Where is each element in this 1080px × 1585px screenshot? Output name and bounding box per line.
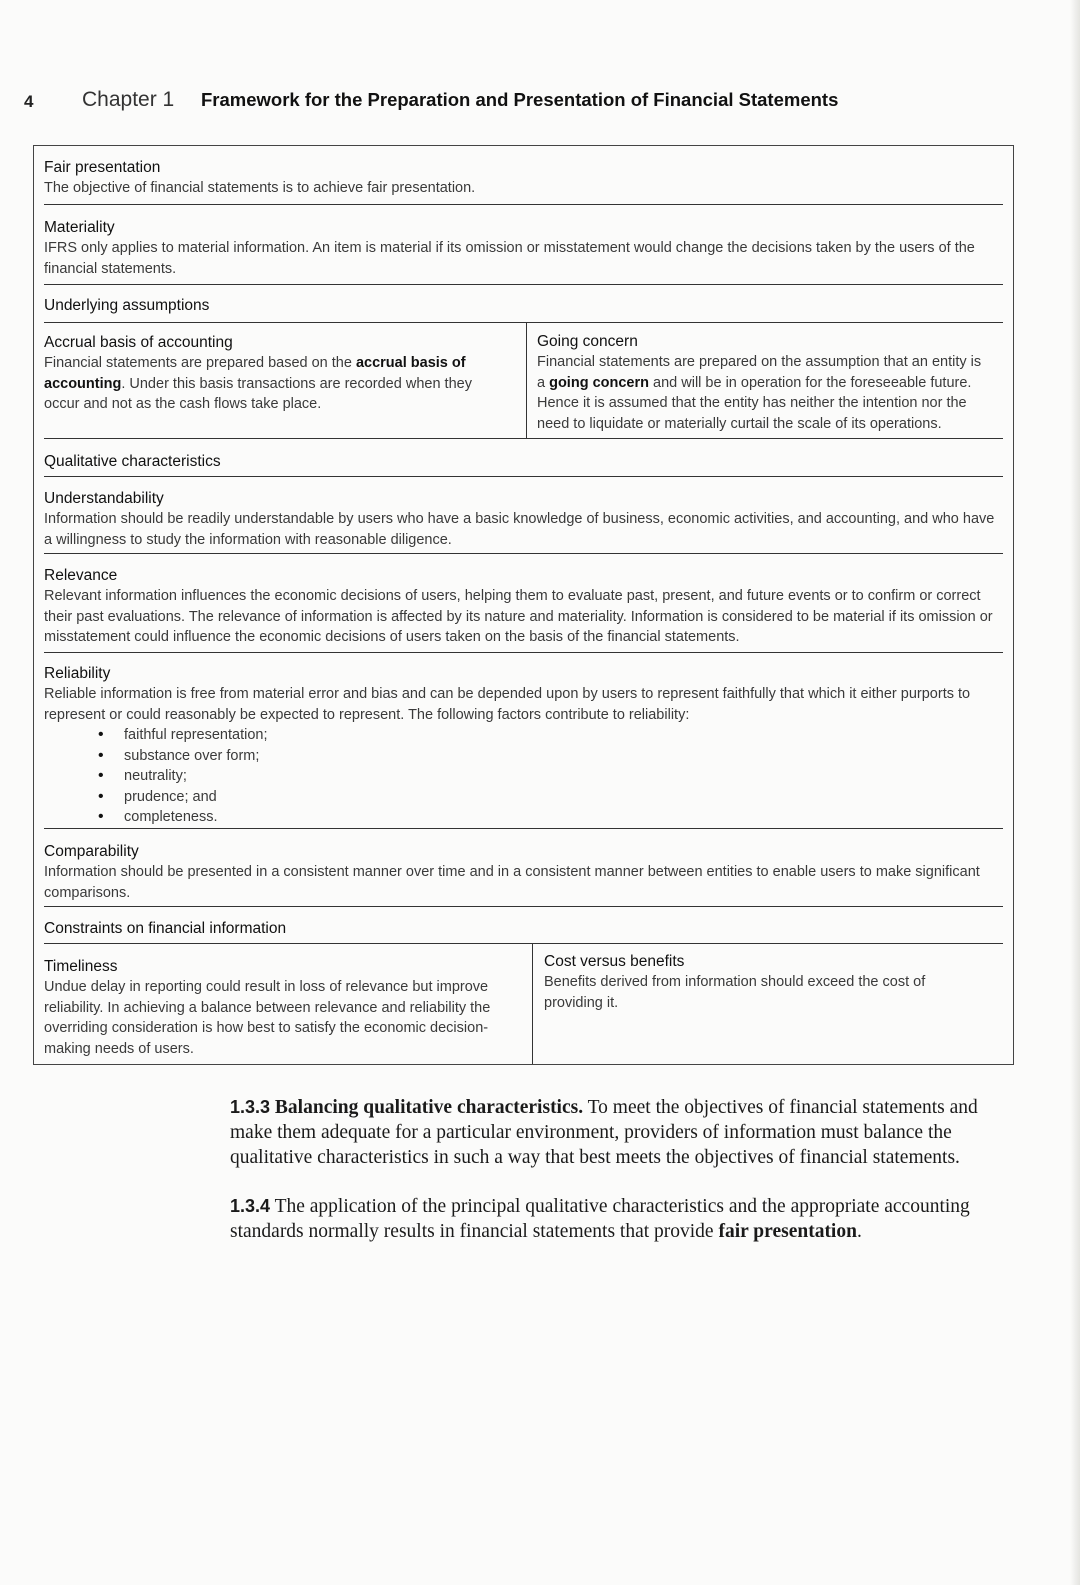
cell-text: Undue delay in reporting could result in loss of relevance but improve reliability. In achieving a balance between relevance and reliability the overriding consideration is how best to satisfy the economic decision-making needs of users. xyxy=(44,979,491,1057)
cell-title: Going concern xyxy=(537,333,638,350)
divider xyxy=(44,322,1003,323)
section-text: Information should be readily understandable by users who have a basic knowledge of business, economic activities, and accounting, and who have a willingness to study the information with reasonable diligence. xyxy=(44,511,995,548)
cell-text: Financial statements are prepared based on the accrual basis of accounting. Under this basis transactions are recorded when they occur and not as the cash flows take place. xyxy=(44,355,472,412)
cell-going-concern xyxy=(537,332,993,434)
column-divider xyxy=(526,322,527,438)
section-title: Fair presentation xyxy=(44,159,161,176)
divider xyxy=(44,943,1003,944)
section-fair-presentation xyxy=(44,158,1003,199)
section-reliability xyxy=(44,664,1003,828)
page-edge-shadow xyxy=(1070,0,1080,1585)
key-term: going concern xyxy=(549,374,649,391)
key-term: fair presentation xyxy=(718,1221,857,1242)
section-title: Comparability xyxy=(44,843,139,860)
paragraph-number: 1.3.3 xyxy=(230,1097,271,1117)
paragraph-text: The application of the principal qualitative characteristics and the appropriate accounting standards normally results in financial statements that provide xyxy=(230,1196,970,1242)
section-text: Reliable information is free from material error and bias and can be depended upon by users to represent faithfully that which it either purports to represent or could reasonably be expected to represent. The following factors contribute to reliability: xyxy=(44,686,971,723)
section-title: Materiality xyxy=(44,219,115,236)
page-number: 4 xyxy=(24,92,34,111)
cell-title: Timeliness xyxy=(44,958,118,975)
section-title: Constraints on financial information xyxy=(44,920,287,937)
list-item: • prudence; and xyxy=(124,787,1003,808)
section-text: Relevant information influences the economic decisions of users, helping them to evaluate past, present, and future events or to confirm or correct their past evaluations. The relevance of information is affected by its nature and materiality. Information is considered to be material if its omission or misstatement could influence the economic decisions of users taken on the basis of the financial statements. xyxy=(44,588,993,645)
chapter-title: Framework for the Preparation and Presentation of Financial Statements xyxy=(201,89,839,110)
paragraph-1-3-3 xyxy=(230,1095,1020,1170)
cell-accrual-basis xyxy=(44,333,499,415)
section-title: Relevance xyxy=(44,567,118,584)
list-item: • faithful representation; xyxy=(124,725,1003,746)
section-constraints-heading xyxy=(44,919,1003,939)
paragraph-text: To meet the objectives of financial statements and make them adequate for a particular environment, providers of information must balance the qualitative characteristics in such a way that best meets the objectives of financial statements. xyxy=(230,1097,978,1168)
framework-summary-table xyxy=(33,145,1014,1065)
list-item: • completeness. xyxy=(124,807,1003,828)
divider xyxy=(44,204,1003,205)
section-title: Reliability xyxy=(44,665,111,682)
list-item: • substance over form; xyxy=(124,746,1003,767)
cell-title: Accrual basis of accounting xyxy=(44,334,233,351)
column-divider xyxy=(532,943,533,1064)
cell-timeliness xyxy=(44,957,499,1059)
section-title: Qualitative characteristics xyxy=(44,453,221,470)
paragraph-heading: Balancing qualitative characteristics. xyxy=(274,1097,584,1118)
section-underlying-assumptions-heading xyxy=(44,296,1003,316)
divider xyxy=(44,284,1003,285)
cell-text: Benefits derived from information should exceed the cost of providing it. xyxy=(544,974,926,1011)
section-title: Underlying assumptions xyxy=(44,297,210,314)
paragraph-1-3-4: 1.3.4 The application of the principal qualitative characteristics and the appropriate accounting standards normally results in financial statements that provide fair presentation. xyxy=(230,1196,970,1242)
reliability-factors-list xyxy=(44,725,1003,828)
section-comparability xyxy=(44,842,1003,903)
key-term: accrual basis of accounting xyxy=(44,355,466,392)
list-item: • neutrality; xyxy=(124,766,1003,787)
cell-title: Cost versus benefits xyxy=(544,953,685,970)
cell-text: Financial statements are prepared on the assumption that an entity is a going concern and will be in operation for the foreseeable future. Hence it is assumed that the entity has neither the intention nor the need to liquidate or materially curtail the scale of its operations. xyxy=(537,354,982,432)
chapter-label: Chapter 1 xyxy=(82,88,175,111)
divider xyxy=(44,438,1003,439)
divider xyxy=(44,828,1003,829)
section-qualitative-heading xyxy=(44,452,1003,472)
section-text: IFRS only applies to material information. An item is material if its omission or misstatement would change the decisions taken by the users of the financial statements. xyxy=(44,240,975,277)
paragraph-number: 1.3.4 xyxy=(230,1196,271,1216)
section-text: Information should be presented in a consistent manner over time and in a consistent manner between entities to enable users to make significant comparisons. xyxy=(44,864,980,901)
cell-cost-versus-benefits xyxy=(544,952,933,1013)
section-understandability xyxy=(44,489,1003,550)
divider xyxy=(44,553,1003,554)
section-text: The objective of financial statements is to achieve fair presentation. xyxy=(44,180,476,196)
section-materiality xyxy=(44,218,1003,279)
divider xyxy=(44,652,1003,653)
running-header xyxy=(24,88,1024,116)
divider xyxy=(44,906,1003,907)
section-relevance xyxy=(44,566,1003,648)
section-title: Understandability xyxy=(44,490,164,507)
divider xyxy=(44,476,1003,477)
